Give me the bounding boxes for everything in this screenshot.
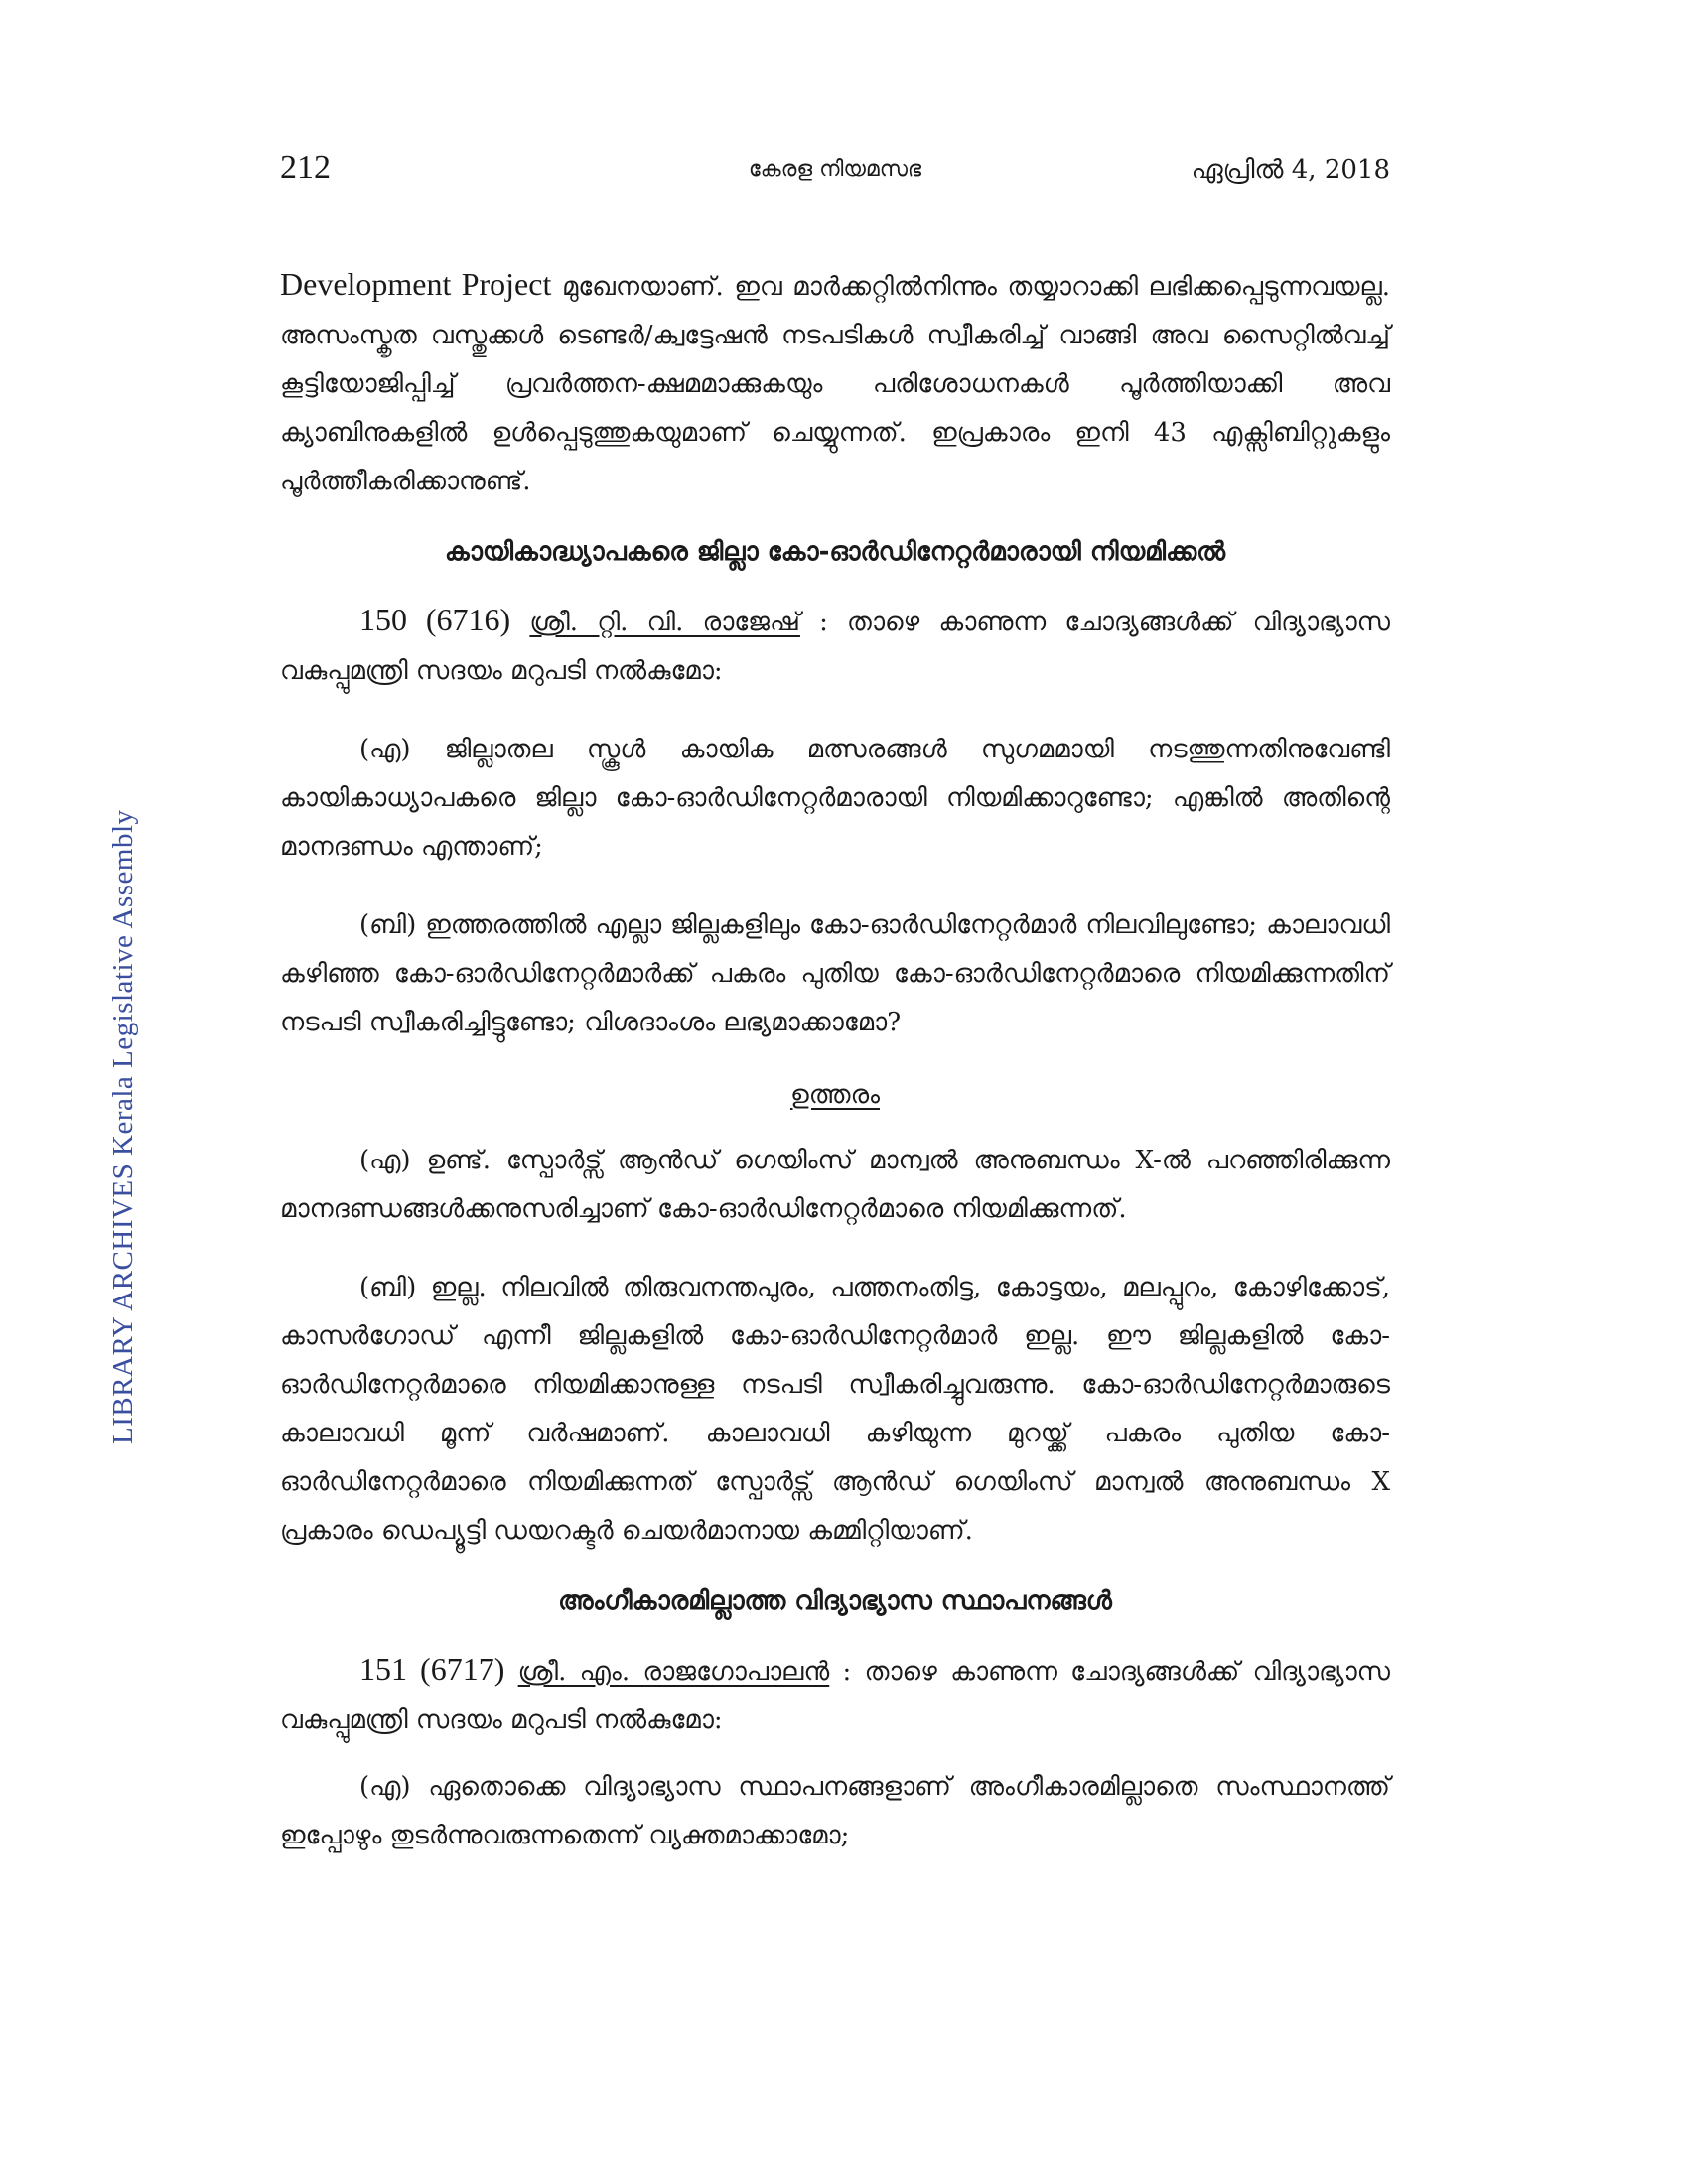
question-151-intro: [280, 1645, 1390, 1745]
page-header: [280, 149, 1390, 199]
header-date: ഏപ്രിൽ 4, 2018: [1191, 155, 1390, 185]
intro-text: മുഖേനയാണ്. ഇവ മാർക്കറ്റിൽനിന്നും തയ്യാറാക്കി ലഭിക്കപ്പെടുന്നവയല്ല. അസംസ്കൃത വസ്തുക്കൾ ടെണ്ടർ/ക്വട്ടേഷൻ നടപടികൾ സ്വീകരിച്ച് വാങ്ങി അവ സൈറ്റിൽവച്ച് കൂട്ടിയോജിപ്പിച്ച് പ്രവർത്തന-ക്ഷമമാക്കുകയും പരിശോധനകൾ പൂർത്തിയാക്കി അവ ക്യാബിനുകളിൽ ഉൾപ്പെടുത്തുകയുമാണ് ചെയ്യുന്നത്. ഇപ്രകാരം ഇനി 43 എക്സിബിറ്റുകളും പൂർത്തീകരിക്കാനുണ്ട്.: [280, 272, 1391, 496]
intro-paragraph: [280, 260, 1390, 506]
running-title: കേരള നിയമസഭ: [748, 157, 922, 182]
question-151-intro-text: : താഴെ കാണുന്ന ചോദ്യങ്ങൾക്ക് വിദ്യാഭ്യാസ വകുപ്പുമന്ത്രി സദയം മറുപടി നൽകുമോ:: [280, 1657, 1391, 1735]
page-number: 212: [280, 149, 331, 186]
question-150-intro-text: : താഴെ കാണുന്ന ചോദ്യങ്ങൾക്ക് വിദ്യാഭ്യാസ വകുപ്പുമന്ത്രി സദയം മറുപടി നൽകുമോ:: [280, 608, 1391, 686]
question-150-a: (എ) ജില്ലാതല സ്കൂൾ കായിക മത്സരങ്ങൾ സുഗമമായി നടത്തുന്നതിനുവേണ്ടി കായികാധ്യാപകരെ ജില്ലാ കോ-ഓർഡിനേറ്റർമാരായി നിയമിക്കാറുണ്ടോ; എങ്കിൽ അതിന്റെ മാനദണ്ഡം എന്താണ്;: [280, 735, 1390, 862]
question-150-b: (ബി) ഇത്തരത്തിൽ എല്ലാ ജില്ലകളിലും കോ-ഓർഡിനേറ്റർമാർ നിലവിലുണ്ടോ; കാലാവധി കഴിഞ്ഞ കോ-ഓർഡിനേറ്റർമാർക്ക് പകരം പുതിയ കോ-ഓർഡിനേറ്റർമാരെ നിയമിക്കുന്നതിന് നടപടി സ്വീകരിച്ചിട്ടുണ്ടോ; വിശദാംശം ലഭ്യമാക്കാമോ?: [280, 910, 1390, 1037]
question-150-member: ശ്രീ. റ്റി. വി. രാജേഷ്: [529, 608, 800, 637]
intro-latin-text: Development Project: [280, 266, 552, 302]
answer-150-b: (ബി) ഇല്ല. നിലവിൽ തിരുവനന്തപുരം, പത്തനംതിട്ട, കോട്ടയം, മലപ്പുറം, കോഴിക്കോട്, കാസർഗോഡ് എന്നീ ജില്ലകളിൽ കോ-ഓർഡിനേറ്റർമാർ ഇല്ല. ഈ ജില്ലകളിൽ കോ-ഓർഡിനേറ്റർമാരെ നിയമിക്കാനുള്ള നടപടി സ്വീകരിച്ചുവരുന്നു. കോ-ഓർഡിനേറ്റർമാരുടെ കാലാവധി മൂന്ന് വർഷമാണ്. കാലാവധി കഴിയുന്ന മുറയ്ക്ക് പകരം പുതിയ കോ-ഓർഡിനേറ്റർമാരെ നിയമിക്കുന്നത് സ്പോർട്സ് ആൻഡ് ഗെയിംസ് മാന്വൽ അനുബന്ധം X പ്രകാരം ഡെപ്യൂട്ടി ഡയറക്ടർ ചെയർമാനായ കമ്മിറ്റിയാണ്.: [280, 1273, 1390, 1546]
watermark-text: LIBRARY ARCHIVES Kerala Legislative Assembly: [107, 809, 139, 1444]
answer-heading: [280, 1075, 1390, 1115]
question-151-number: 151 (6717): [359, 1651, 505, 1687]
question-151-a: (എ) ഏതൊക്കെ വിദ്യാഭ്യാസ സ്ഥാപനങ്ങളാണ് അംഗീകാരമില്ലാതെ സംസ്ഥാനത്ത് ഇപ്പോഴും തുടർന്നുവരുന്നതെന്ന് വ്യക്തമാക്കാമോ;: [280, 1772, 1390, 1850]
question-150-heading: കായികാദ്ധ്യാപകരെ ജില്ലാ കോ-ഓർഡിനേറ്റർമാരായി നിയമിക്കൽ: [444, 537, 1226, 567]
answer-150-a: (എ) ഉണ്ട്. സ്പോർട്സ് ആൻഡ് ഗെയിംസ് മാന്വൽ അനുബന്ധം X-ൽ പറഞ്ഞിരിക്കുന്ന മാനദണ്ഡങ്ങൾക്കനുസരിച്ചാണ് കോ-ഓർഡിനേറ്റർമാരെ നിയമിക്കുന്നത്.: [280, 1146, 1390, 1224]
question-150-intro: [280, 596, 1390, 696]
question-151-heading: അംഗീകാരമില്ലാത്ത വിദ്യാഭ്യാസ സ്ഥാപനങ്ങൾ: [558, 1586, 1112, 1616]
page-content: [280, 260, 1390, 1860]
question-150-number: 150 (6716): [359, 602, 511, 637]
question-151-member: ശ്രീ. എം. രാജഗോപാലൻ: [517, 1657, 830, 1687]
answer-heading-text: ഉത്തരം: [790, 1080, 880, 1110]
